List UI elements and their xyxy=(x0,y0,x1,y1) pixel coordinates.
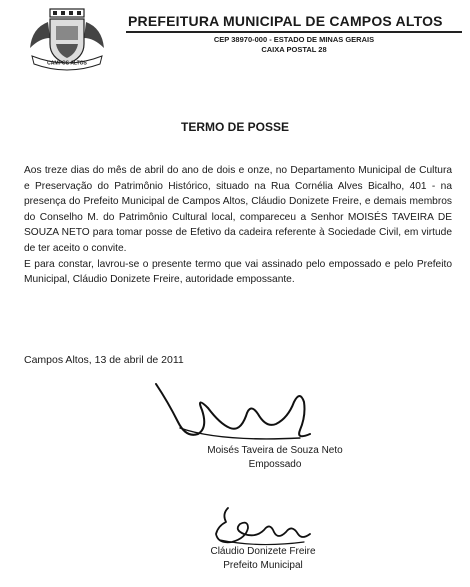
signer-2-role: Prefeito Municipal xyxy=(223,560,303,571)
place-and-date: Campos Altos, 13 de abril de 2011 xyxy=(24,354,184,366)
address-line-1: CEP 38970-000 - ESTADO DE MINAS GERAIS xyxy=(213,35,375,44)
document-title: TERMO DE POSSE xyxy=(180,120,290,134)
body-paragraph-2: E para constar, lavrou-se o presente termo que vai assinado pelo empossado e pelo Prefeito Municipal, Cláudio Donizete Freire, autoridade empossante. xyxy=(24,258,452,286)
signature-claudio xyxy=(208,504,318,548)
document-body xyxy=(24,163,452,288)
signer-1-role: Empossado xyxy=(248,459,302,470)
signature-moises xyxy=(150,372,350,452)
signer-1-name: Moisés Taveira de Souza Neto xyxy=(207,445,343,456)
signer-2-name: Cláudio Donizete Freire xyxy=(210,546,316,557)
header-divider xyxy=(126,31,462,33)
seal-text: CAMPOS ALTOS xyxy=(47,60,87,67)
body-paragraph-1: Aos treze dias do mês de abril do ano de dois e onze, no Departamento Municipal de Cultura e Preservação do Patrimônio Histórico, situado na Rua Cornélia Alves Bicalho, 401 - na presença do Prefeito Municipal de Campos Altos, Cláudio Donizete Freire, e demais membros do Conselho M. do Patrimônio Cultural local, compareceu a Senhor MOISÉS TAVEIRA DE SOUZA NETO para tomar posse de Efetivo da cadeira referente à Sociedade Civil, em virtude de ter aceito o convite. xyxy=(24,165,452,254)
address-line-2: CAIXA POSTAL 28 xyxy=(261,45,327,54)
org-name: PREFEITURA MUNICIPAL DE CAMPOS ALTOS xyxy=(128,13,443,29)
municipal-coat-of-arms-icon xyxy=(26,8,108,72)
